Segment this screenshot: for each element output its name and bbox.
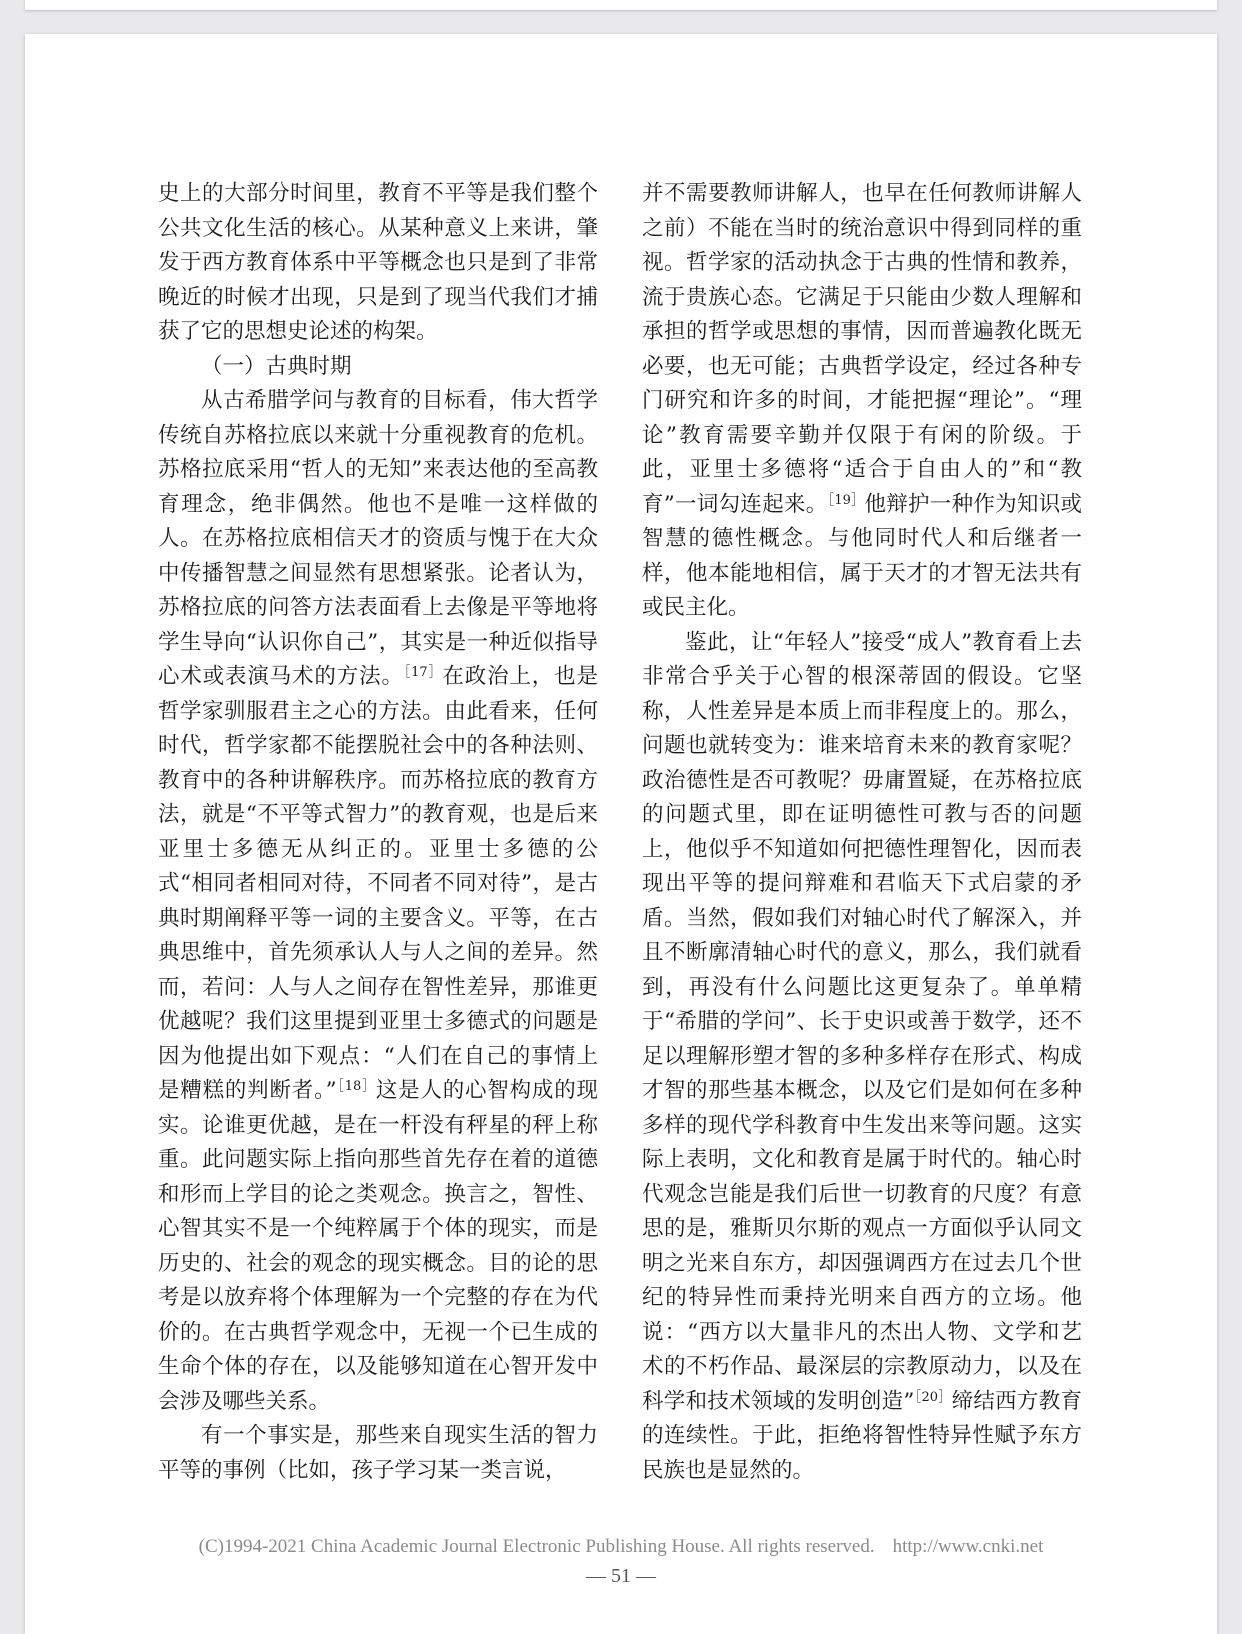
copyright-text: (C)1994-2021 China Academic Journal Electronic Publishing House. All rights reserved. bbox=[198, 1536, 875, 1557]
citation-20: ［20］ bbox=[914, 1389, 952, 1405]
paragraph: 史上的大部分时间里，教育不平等是我们整个公共文化生活的核心。从某种意义上来讲，肇发于西方教育体系中平等概念也只是到了非常晚近的时候才出现，只是到了现当代我们才捕获了它的思想史论述的构架。 bbox=[158, 181, 598, 344]
paragraph: 鉴此，让“年轻人”接受“成人”教育看上去非常合乎关于心智的根深蒂固的假设。它坚称，人性差异是本质上而非程度上的。那么，问题也就转变为：谁来培育未来的教育家呢？政治德性是否可教呢？毋庸置疑，在苏格拉底的问题式里，即在证明德性可教与否的问题上，他似乎不知道如何把德性理智化，因而表现出平等的提问辩难和君临天下式启蒙的矛盾。当然，假如我们对轴心时代了解深入，并且不断廓清轴心时代的意义，那么，我们就看到，再没有什么问题比这更复杂了。单单精于“希腊的学问”、长于史识或善于数学，还不足以理解形塑才智的多种多样存在形式、构成才智的那些基本概念，以及它们是如何在多种多样的现代学科教育中生发出来等问题。这实际上表明，文化和教育是属于时代的。轴心时代观念岂能是我们后世一切教育的尺度？有意思的是，雅斯贝尔斯的观点一方面似乎认同文明之光来自东方，却因强调西方在过去几个世纪的特异性而秉持光明来自西方的立场。他说：“西方以大量非凡的杰出人物、文学和艺术的不朽作品、最深层的宗教原动力，以及在科学和技术领域的发明创造”$^{[20]}$缔结西方教育的连续性。于此，拒绝将智性特异性赋予东方民族也是显然的。 bbox=[642, 629, 1082, 1483]
section-heading: （一）古典时期 bbox=[201, 353, 352, 379]
right-column bbox=[642, 177, 1082, 1488]
previous-page-edge bbox=[25, 0, 1217, 10]
document-page bbox=[25, 34, 1217, 1634]
footer-url[interactable]: http://www.cnki.net bbox=[892, 1536, 1044, 1557]
copyright-footer bbox=[25, 1536, 1217, 1558]
paragraph: 有一个事实是，那些来自现实生活的智力平等的事例（比如，孩子学习某一类言说， bbox=[158, 1423, 598, 1483]
citation-17: ［17］ bbox=[403, 665, 443, 680]
paragraph: 从古希腊学问与教育的目标看，伟大哲学传统自苏格拉底以来就十分重视教育的危机。苏格拉底采用“哲人的无知”来表达他的至高教育理念，绝非偶然。他也不是唯一这样做的人。在苏格拉底相信天才的资质与愧于在大众中传播智慧之间显然有思想紧张。论者认为，苏格拉底的问答方法表面看上去像是平等地将学生导向“认识你自己”，其实是一种近似指导心术或表演马术的方法。$^{[17]}$在政治上，也是哲学家驯服君主之心的方法。由此看来，任何时代，哲学家都不能摆脱社会中的各种法则、教育中的各种讲解秩序。而苏格拉底的教育方法，就是“不平等式智力”的教育观，也是后来亚里士多德无从纠正的。亚里士多德的公式“相同者相同对待，不同者不同对待”，是古典时期阐释平等一词的主要含义。平等，在古典思维中，首先须承认人与人之间的差异。然而，若问：人与人之间存在智性差异，那谁更优越呢？我们这里提到亚里士多德式的问题是因为他提出如下观点：“人们在自己的事情上是糟糕的判断者。”$^{[18]}$这是人的心智构成的现实。论谁更优越，是在一杆没有秤星的秤上称重。此问题实际上指向那些首先存在着的道德和形而上学目的论之类观念。换言之，智性、心智其实不是一个纯粹属于个体的现实，而是历史的、社会的观念的现实概念。目的论的思考是以放弃将个体理解为一个完整的存在为代价的。在古典哲学观念中，无视一个已生成的生命个体的存在，以及能够知道在心智开发中会涉及哪些关系。 bbox=[158, 388, 598, 1414]
left-column bbox=[158, 177, 598, 1488]
citation-19: ［19］ bbox=[827, 492, 865, 508]
citation-18: ［18］ bbox=[336, 1079, 376, 1094]
page-number: — 51 — bbox=[586, 1565, 656, 1587]
paragraph: 并不需要教师讲解人，也早在任何教师讲解人之前）不能在当时的统治意识中得到同样的重视。哲学家的活动执念于古典的性情和教养，流于贵族心态。它满足于只能由少数人理解和承担的哲学或思想的事情，因而普遍教化既无必要，也无可能；古典哲学设定，经过各种专门研究和许多的时间，才能把握“理论”。“理论”教育需要辛勤并仅限于有闲的阶级。于此，亚里士多德将“适合于自由人的”和“教育”一词勾连起来。$^{[19]}$他辩护一种作为知识或智慧的德性概念。与他同时代人和后继者一样，他本能地相信，属于天才的才智无法共有或民主化。 bbox=[642, 181, 1082, 620]
